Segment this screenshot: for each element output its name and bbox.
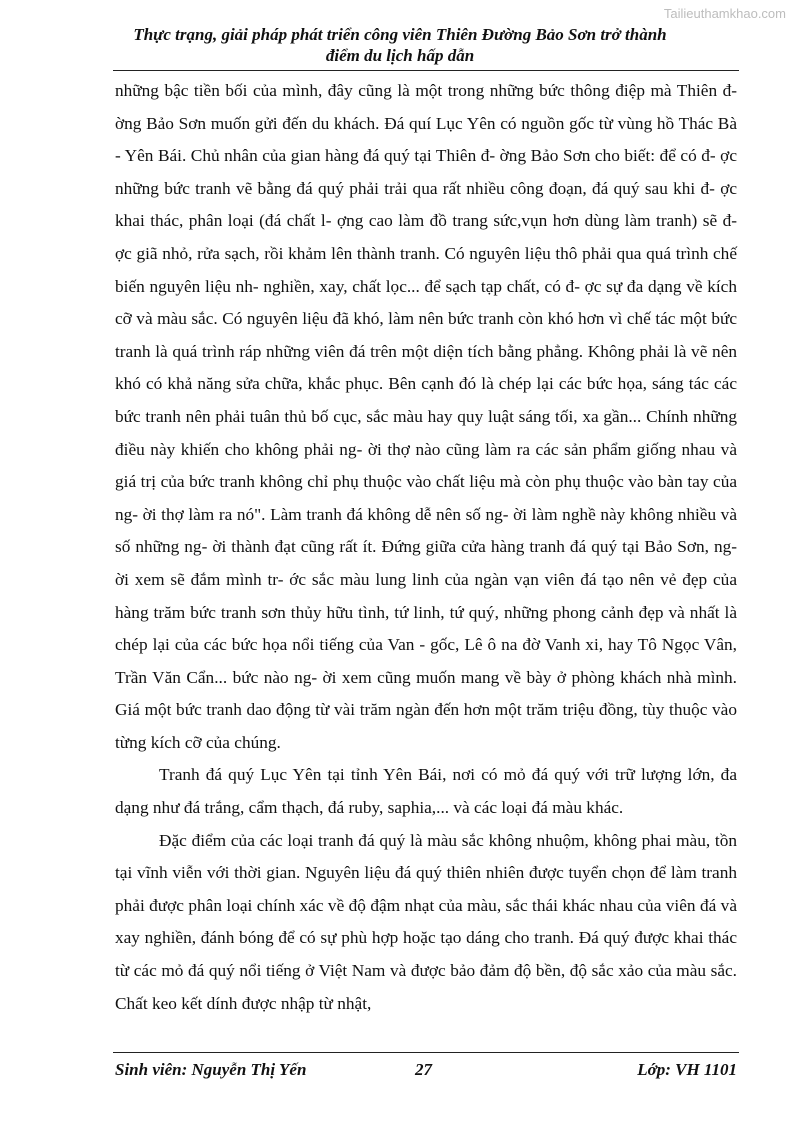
body-paragraph-2: Tranh đá quý Lục Yên tại tỉnh Yên Bái, nơi có mỏ đá quý với trữ lượng lớn, đa dạng như đá trắng, cẩm thạch, đá ruby, saphia,... và các loại đá màu khác.: [115, 765, 737, 818]
header-title-line-2: điểm du lịch hấp dẫn: [325, 46, 475, 65]
footer-student-name: Sinh viên: Nguyễn Thị Yến: [115, 1060, 307, 1079]
header-title-line-1: Thực trạng, giải pháp phát triển công viên Thiên Đường Bảo Sơn trở thành: [133, 25, 667, 44]
page-header: [100, 24, 700, 66]
header-divider: [113, 70, 739, 71]
body-paragraph-3: Đặc điểm của các loại tranh đá quý là màu sắc không nhuộm, không phai màu, tồn tại vĩnh viễn với thời gian. Nguyên liệu đá quý thiên nhiên được tuyển chọn để làm tranh phải được phân loại chính xác về độ đậm nhạt của màu, sắc thái khác nhau của viên đá và xay nghiền, đánh bóng để có sự phù hợp hoặc tạo dáng cho tranh. Đá quý được khai thác từ các mỏ đá quý nổi tiếng ở Việt Nam và được bảo đảm độ bền, độ sắc xảo của màu sắc. Chất keo kết dính được nhập từ nhật,: [115, 830, 737, 1013]
page-footer: [115, 1060, 737, 1084]
page-body: [115, 75, 737, 1020]
footer-page-number: 27: [415, 1060, 432, 1079]
footer-divider: [113, 1052, 739, 1053]
watermark-text: Tailieuthamkhao.com: [663, 6, 786, 21]
footer-class: Lớp: VH 1101: [637, 1060, 737, 1079]
body-paragraph-1: những bậc tiền bối của mình, đây cũng là một trong những bức thông điệp mà Thiên đ- ờng Bảo Sơn muốn gửi đến du khách. Đá quí Lục Yên có nguồn gốc từ vùng hồ Thác Bà - Yên Bái. Chủ nhân của gian hàng đá quý tại Thiên đ- ờng Bảo Sơn cho biết: để có đ- ợc những bức tranh vẽ bằng đá quý phải trải qua rất nhiều công đoạn, đá quý sau khi đ- ợc khai thác, phân loại (đá chất l- ợng cao làm đồ trang sức,vụn hơn dùng làm tranh) sẽ đ- ợc giã nhỏ, rửa sạch, rồi khảm lên thành tranh. Có nguyên liệu thô phải qua quá trình chế biến nguyên liệu nh- nghiền, xay, chất lọc... để sạch tạp chất, có đ- ợc sự đa dạng về kích cỡ và màu sắc. Có nguyên liệu đã khó, làm nên bức tranh còn khó hơn vì chế tác một bức tranh là quá trình ráp những viên đá trên một diện tích bằng phẳng. Không phải là vẽ nên khó có khả năng sửa chữa, khắc phục. Bên cạnh đó là chép lại các bức họa, sáng tác các bức tranh nên phải tuân thủ bố cục, sắc màu hay quy luật sáng tối, xa gần... Chính những điều này khiến cho không phải ng- ời thợ nào cũng làm ra các sản phẩm giống nhau và giá trị của bức tranh không chỉ phụ thuộc vào chất liệu mà còn phụ thuộc vào bàn tay của ng- ời thợ làm ra nó". Làm tranh đá không dễ nên số ng- ời làm nghề này không nhiều và số những ng- ời thành đạt cũng rất ít. Đứng giữa cửa hàng tranh đá quý tại Bảo Sơn, ng- ời xem sẽ đắm mình tr- ớc sắc màu lung linh của ngàn vạn viên đá tạo nên vẻ đẹp của hàng trăm bức tranh sơn thủy hữu tình, tứ linh, tứ quý, những phong cảnh đẹp và nhất là chép lại của các bức họa nổi tiếng của Van - gốc, Lê ô na đờ Vanh xi, hay Tô Ngọc Vân, Trần Văn Cẩn... bức nào ng- ời xem cũng muốn mang về bày ở phòng khách nhà mình. Giá một bức tranh dao động từ vài trăm ngàn đến hơn một trăm triệu đồng, tùy thuộc vào từng kích cỡ của chúng.: [115, 81, 737, 752]
